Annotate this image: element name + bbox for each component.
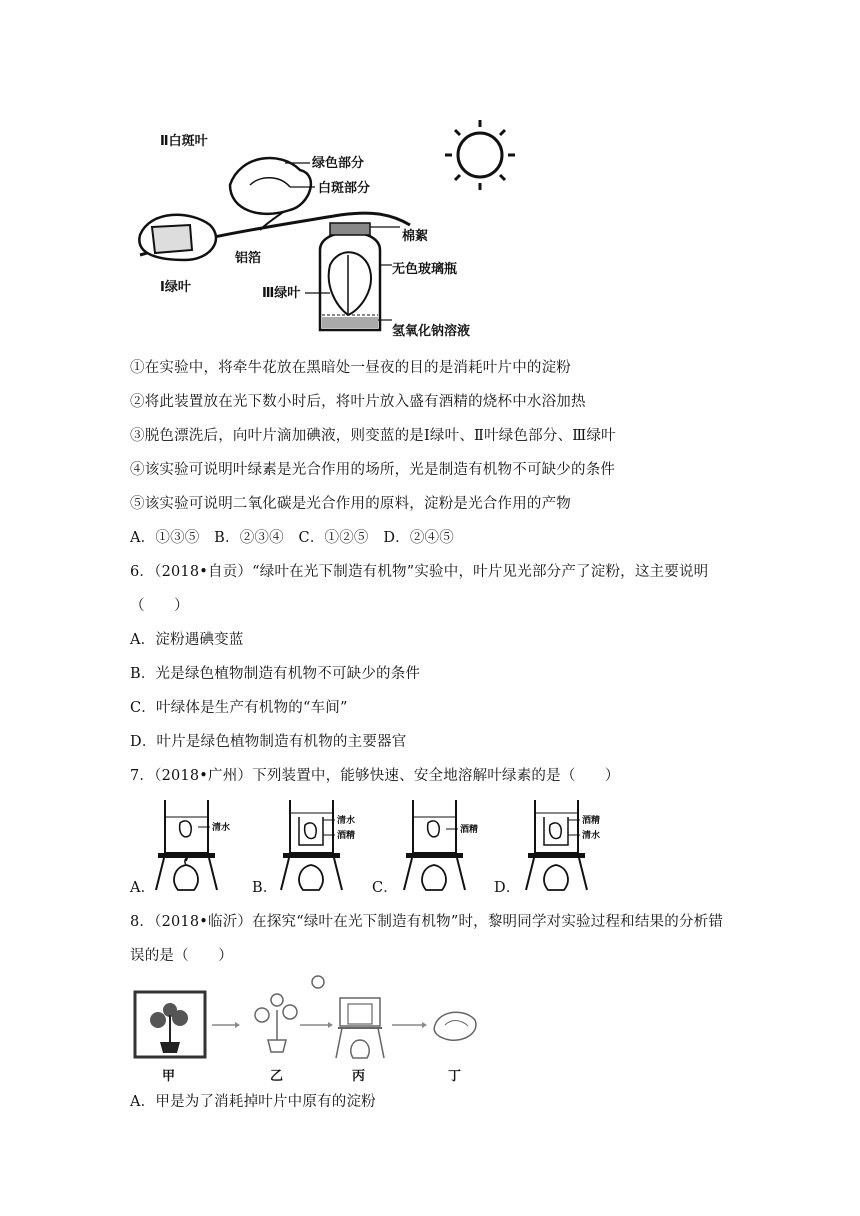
- label-white-part: 白斑部分: [318, 181, 371, 196]
- q6-option-d: D．叶片是绿色植物制造有机物的主要器官: [130, 734, 407, 750]
- q6-option-b: B．光是绿色植物制造有机物不可缺少的条件: [130, 666, 421, 682]
- sun-icon: [445, 120, 515, 190]
- label-cotton: 棉絮: [402, 229, 429, 244]
- beaker-c-figure: [398, 795, 493, 895]
- label-green-part: 绿色部分: [312, 156, 365, 171]
- q8-stem-line2: 误的是（ ）: [130, 948, 233, 964]
- beaker-a-figure: [150, 795, 245, 895]
- q8-step-ding: 丁: [448, 1069, 462, 1084]
- q7-option-c-letter: C．: [372, 880, 398, 896]
- beaker-c-label-1: 酒精: [460, 825, 479, 835]
- q8-step-yi: 乙: [270, 1069, 284, 1084]
- beaker-d-label-2: 清水: [582, 831, 601, 841]
- label-white-spot-leaf: Ⅱ白斑叶: [160, 134, 208, 149]
- q5-statement-3: ③脱色漂洗后，向叶片滴加碘液，则变蓝的是Ⅰ绿叶、Ⅱ叶绿色部分、Ⅲ绿叶: [130, 428, 616, 444]
- label-foil: 铝箔: [235, 251, 262, 266]
- q5-statement-2: ②将此装置放在光下数小时后，将叶片放入盛有酒精的烧杯中水浴加热: [130, 394, 586, 410]
- label-green-leaf-1: Ⅰ绿叶: [160, 280, 191, 295]
- q5-statement-5: ⑤该实验可说明二氧化碳是光合作用的原料，淀粉是光合作用的产物: [130, 496, 571, 512]
- q6-stem-line2: （ ）: [130, 598, 189, 614]
- q6-option-a: A．淀粉遇碘变蓝: [130, 632, 244, 648]
- beaker-b-label-2: 酒精: [337, 831, 356, 841]
- q8-process-figure: [130, 970, 500, 1085]
- q8-stem-line1: 8．（2018•临沂）在探究“绿叶在光下制造有机物”时，黎明同学对实验过程和结果的分析错: [130, 914, 724, 930]
- label-glass-bottle: 无色玻璃瓶: [392, 262, 458, 277]
- q7-option-a-letter: A．: [130, 880, 156, 896]
- beaker-a-label-1: 清水: [212, 823, 231, 833]
- q5-statement-1: ①在实验中，将牵牛花放在黑暗处一昼夜的目的是消耗叶片中的淀粉: [130, 360, 571, 376]
- q5-statement-4: ④该实验可说明叶绿素是光合作用的场所，光是制造有机物不可缺少的条件: [130, 462, 616, 478]
- leaf-experiment-figure: [130, 115, 530, 350]
- beaker-b-label-1: 清水: [337, 816, 356, 826]
- q7-option-b-letter: B．: [252, 880, 278, 896]
- beaker-d-figure: [520, 795, 615, 895]
- q5-options: A．①③⑤ B．②③④ C．①②⑤ D．②④⑤: [130, 530, 454, 546]
- q7-stem: 7．（2018•广州）下列装置中，能够快速、安全地溶解叶绿素的是（ ）: [130, 768, 620, 784]
- q8-option-a: A．甲是为了消耗掉叶片中原有的淀粉: [130, 1094, 376, 1110]
- q8-step-bing: 丙: [352, 1069, 366, 1084]
- q7-option-d-letter: D．: [494, 880, 521, 896]
- label-naoh: 氢氧化钠溶液: [392, 324, 471, 339]
- beaker-b-figure: [275, 795, 370, 895]
- q8-step-jia: 甲: [162, 1069, 176, 1084]
- q6-stem-line1: 6．（2018•自贡）“绿叶在光下制造有机物”实验中，叶片见光部分产了淀粉，这主要说明: [130, 564, 709, 580]
- beaker-d-label-1: 酒精: [582, 816, 601, 826]
- label-green-leaf-3: Ⅲ绿叶: [262, 286, 301, 301]
- q6-option-c: C．叶绿体是生产有机物的“车间”: [130, 700, 348, 716]
